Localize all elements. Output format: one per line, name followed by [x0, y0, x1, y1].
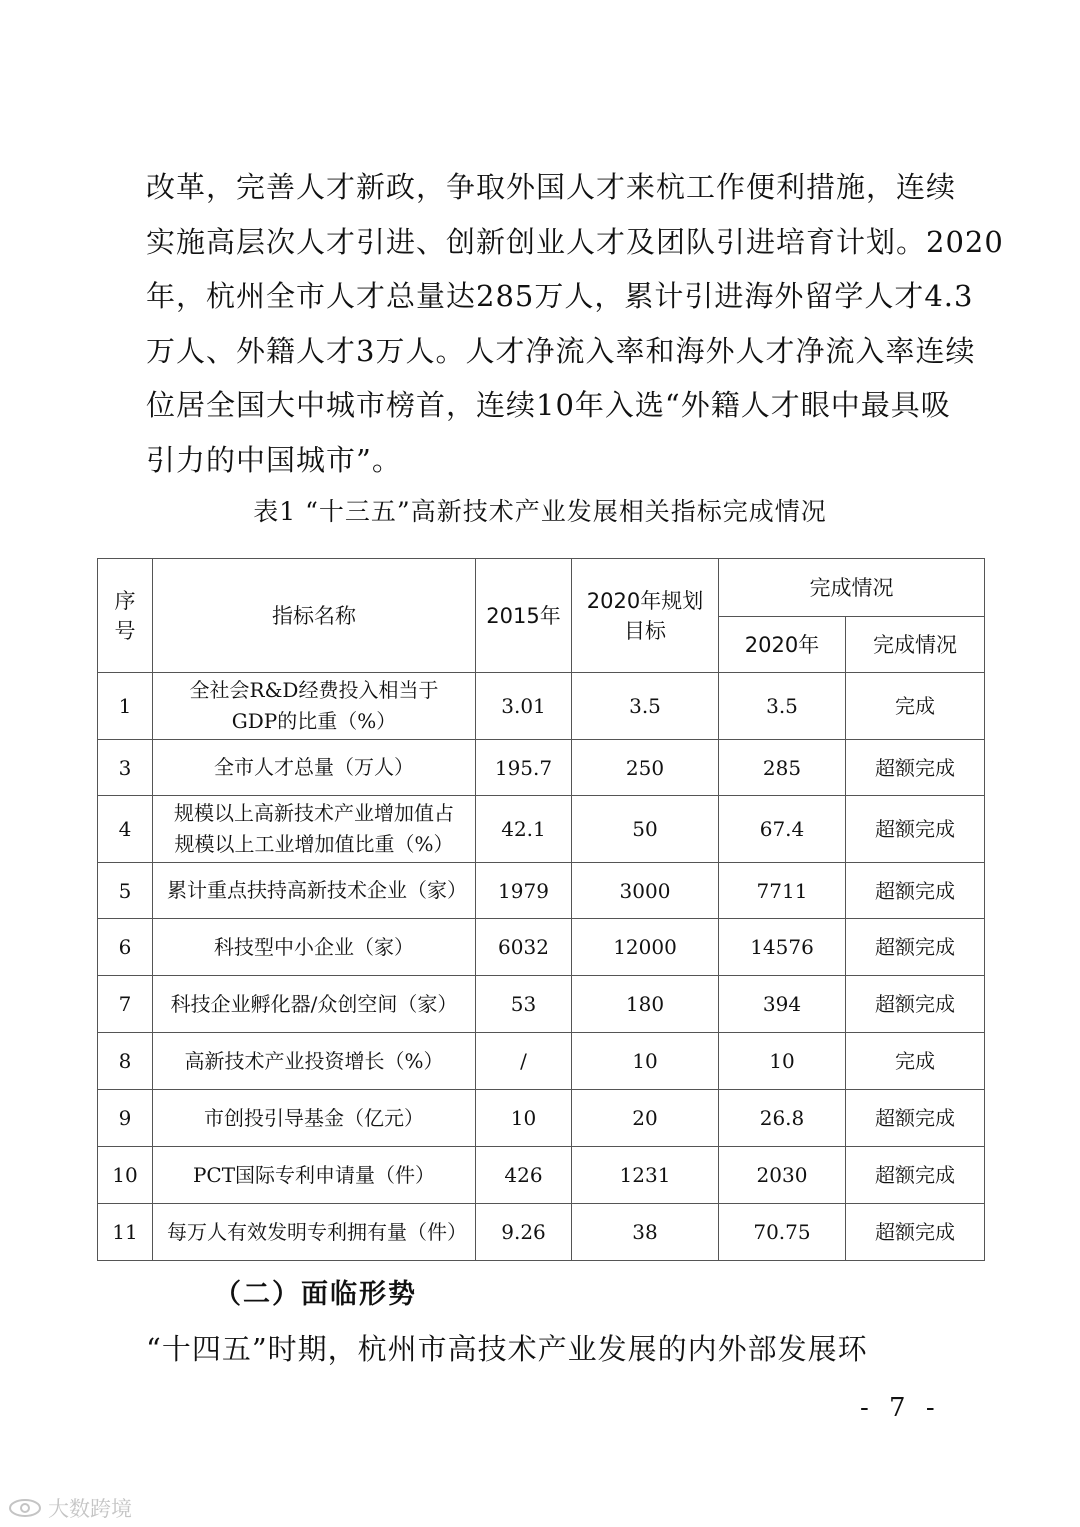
paragraph-line: 位居全国大中城市榜首，连续10年入选“外籍人才眼中最具吸 — [146, 388, 951, 422]
header-seq: 序号 — [98, 559, 153, 673]
page-number: - 7 - — [860, 1393, 941, 1423]
cell-status: 超额完成 — [846, 740, 985, 796]
cell-status: 超额完成 — [846, 1204, 985, 1261]
cell-2015: 3.01 — [476, 673, 572, 740]
cell-status: 超额完成 — [846, 976, 985, 1033]
cell-status: 超额完成 — [846, 1090, 985, 1147]
cell-target: 12000 — [572, 919, 719, 976]
cell-2015: 6032 — [476, 919, 572, 976]
header-2015: 2015年 — [476, 559, 572, 673]
paragraph-line: 实施高层次人才引进、创新创业人才及团队引进培育计划。2020 — [146, 224, 1004, 259]
cell-target: 250 — [572, 740, 719, 796]
cell-seq: 6 — [98, 919, 153, 976]
cell-name: 市创投引导基金（亿元） — [153, 1090, 476, 1147]
cell-2015: / — [476, 1033, 572, 1090]
cell-status: 超额完成 — [846, 863, 985, 919]
cell-2015: 426 — [476, 1147, 572, 1204]
table-row — [98, 919, 985, 976]
table-caption: 表1 “十三五”高新技术产业发展相关指标完成情况 — [253, 497, 827, 526]
cell-name: 全市人才总量（万人） — [153, 740, 476, 796]
cell-target: 180 — [572, 976, 719, 1033]
cell-target: 3000 — [572, 863, 719, 919]
cell-2020: 3.5 — [719, 673, 846, 740]
cell-status: 超额完成 — [846, 1147, 985, 1204]
cell-seq: 1 — [98, 673, 153, 740]
intro-paragraph — [146, 160, 1004, 487]
paragraph-line: 万人、外籍人才3万人。人才净流入率和海外人才净流入率连续 — [146, 333, 976, 368]
body-line: “十四五”时期，杭州市高技术产业发展的内外部发展环 — [146, 1332, 868, 1366]
cell-seq: 7 — [98, 976, 153, 1033]
cell-target: 50 — [572, 796, 719, 863]
table-row — [98, 1204, 985, 1261]
cell-2020: 26.8 — [719, 1090, 846, 1147]
cell-seq: 8 — [98, 1033, 153, 1090]
cell-target: 1231 — [572, 1147, 719, 1204]
table-row — [98, 1090, 985, 1147]
paragraph-line: 引力的中国城市”。 — [146, 442, 402, 477]
cell-2015: 42.1 — [476, 796, 572, 863]
cell-target: 20 — [572, 1090, 719, 1147]
cell-name: 科技型中小企业（家） — [153, 919, 476, 976]
watermark-text: 大数跨境 — [48, 1497, 132, 1521]
cell-2020: 70.75 — [719, 1204, 846, 1261]
cell-2020: 2030 — [719, 1147, 846, 1204]
cell-status: 完成 — [846, 673, 985, 740]
cell-2020: 10 — [719, 1033, 846, 1090]
cell-seq: 3 — [98, 740, 153, 796]
table-body — [98, 673, 985, 1261]
paragraph-line: 年，杭州全市人才总量达285万人，累计引进海外留学人才4.3 — [146, 279, 974, 313]
header-status: 完成情况 — [846, 617, 985, 673]
cell-name: PCT国际专利申请量（件） — [153, 1147, 476, 1204]
header-completion-group: 完成情况 — [719, 559, 985, 617]
cell-2015: 10 — [476, 1090, 572, 1147]
table-row — [98, 796, 985, 863]
cell-target: 10 — [572, 1033, 719, 1090]
table-row — [98, 976, 985, 1033]
header-name: 指标名称 — [153, 559, 476, 673]
cell-name: 高新技术产业投资增长（%） — [153, 1033, 476, 1090]
header-2020-target: 2020年规划目标 — [572, 559, 719, 673]
cell-seq: 4 — [98, 796, 153, 863]
cell-seq: 11 — [98, 1204, 153, 1261]
cell-target: 38 — [572, 1204, 719, 1261]
table-row — [98, 740, 985, 796]
eye-logo-icon — [8, 1497, 42, 1519]
cell-seq: 10 — [98, 1147, 153, 1204]
cell-name: 每万人有效发明专利拥有量（件） — [153, 1204, 476, 1261]
header-2020-actual: 2020年 — [719, 617, 846, 673]
table-row — [98, 1147, 985, 1204]
indicator-table — [97, 558, 985, 1261]
cell-2020: 394 — [719, 976, 846, 1033]
cell-status: 超额完成 — [846, 919, 985, 976]
cell-seq: 9 — [98, 1090, 153, 1147]
table-row — [98, 1033, 985, 1090]
cell-2020: 7711 — [719, 863, 846, 919]
cell-status: 超额完成 — [846, 796, 985, 863]
cell-2020: 67.4 — [719, 796, 846, 863]
cell-name: 全社会R&D经费投入相当于GDP的比重（%） — [153, 673, 476, 740]
cell-target: 3.5 — [572, 673, 719, 740]
section-heading: （二）面临形势 — [214, 1279, 417, 1310]
cell-2015: 53 — [476, 976, 572, 1033]
cell-name: 累计重点扶持高新技术企业（家） — [153, 863, 476, 919]
table-row — [98, 673, 985, 740]
cell-2015: 195.7 — [476, 740, 572, 796]
cell-seq: 5 — [98, 863, 153, 919]
table-row — [98, 863, 985, 919]
cell-2015: 1979 — [476, 863, 572, 919]
cell-2015: 9.26 — [476, 1204, 572, 1261]
cell-2020: 14576 — [719, 919, 846, 976]
paragraph-line: 改革，完善人才新政，争取外国人才来杭工作便利措施，连续 — [146, 170, 957, 204]
cell-name: 科技企业孵化器/众创空间（家） — [153, 976, 476, 1033]
cell-status: 完成 — [846, 1033, 985, 1090]
watermark — [8, 1493, 132, 1523]
cell-2020: 285 — [719, 740, 846, 796]
cell-name: 规模以上高新技术产业增加值占规模以上工业增加值比重（%） — [153, 796, 476, 863]
